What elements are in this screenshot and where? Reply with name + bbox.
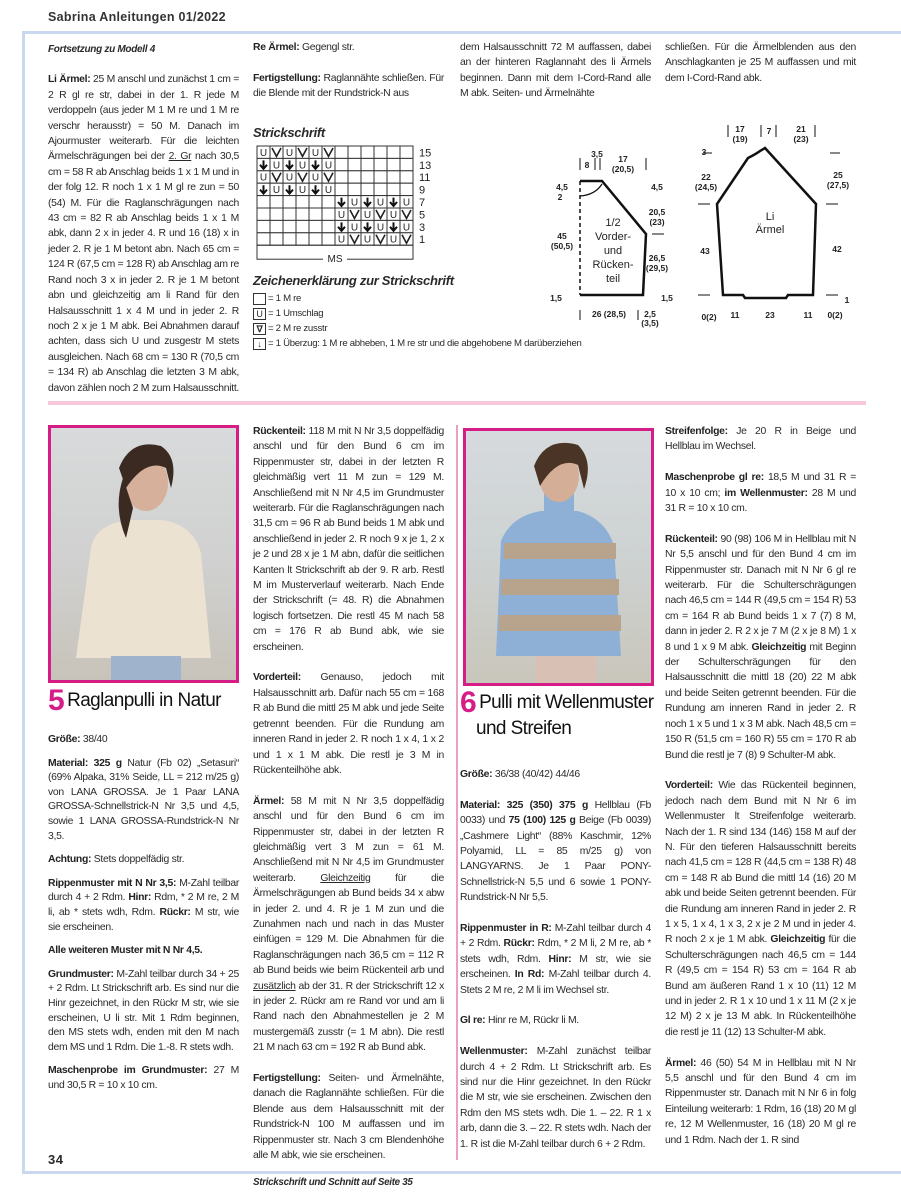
yarn-over-symbol: U [402,222,411,234]
text-run: Hinr re M, Rückr li M. [487,1015,579,1027]
chart-cell [387,146,400,158]
bold-label: Gl re: [460,1015,488,1027]
bold-label: Rippenmuster mit N Nr 3,5: [48,877,180,889]
yarn-over-symbol: U [402,197,411,209]
measurement-label: Ärmel [755,224,785,236]
chart-cell [335,158,348,170]
text-run: M-Zahl teilbar durch 4 + 2 Rdm. [460,923,651,950]
text-run: Seiten- und Ärmelnähte, danach die Raglannähte schließen. Für die Blende aus dem Halsausschnitt mit der Rundstrick-N 100 M auffassen und im Rippenmuster str. Nach 3 cm Blendenhöhe alle M abk, wie sie erscheinen. [253,1073,445,1162]
row-number: 11 [419,172,431,185]
top-column-3 [460,40,651,102]
paragraph [253,71,444,102]
bold-label: Fertigstellung: [253,1073,329,1085]
yarn-over-symbol: U [298,185,307,197]
chart-cell [296,220,309,232]
text-run: 58 M mit N Nr 3,5 doppelfädig anschl und für den Bund 6 cm im Rippenmuster str, dabei in der letzten R gleichmäßig vert 3 M zun = 61 M. Anschließend mit N Nr 4,5 im Grundmuster weiterarb. [253,795,444,884]
yarn-over-symbol: U [389,209,398,221]
body-pattern-diagram [540,148,680,333]
measurement-label: 45 [557,231,567,241]
chart-cell [296,208,309,220]
bold-label: Größe: [460,769,495,780]
chart-cell [322,196,335,208]
chart-cell [400,146,413,158]
chart-cell [361,183,374,195]
measurement-label: 4,5 [556,182,568,192]
measurement-label: Li [765,211,775,223]
measurement-label: (23) [793,134,809,144]
paragraph [460,798,651,906]
text-run: 118 M mit N Nr 3,5 doppelfädig anschl und für den Bund 6 cm im Rippenmuster str, dabei in der letzten R gleichmäßig vert 11 M zun = 129 M. Anschließend mit N Nr 4,5 im Grundmuster weiterarb. Für die Raglanschrägungen nach 31,5 cm = 96 R ab Bund beids 1 M abk und anschließend in jeder 2. R noch 9 x je 1, 2 x je 2 und 28 x je 1 M abn, dafür die seitlichen Kanten lt Strickschrift ab der 9. R arb. Restl M im Musterverlauf weiterarb. Nach Ende der Strickschrift (= 48. R) die Abnahmen logisch fortsetzen. Die restl 45 M nach 58 cm = 176 R ab Bund abk, wie sie erscheinen. [253,426,444,653]
bold-label: Gleichzeitig [770,934,826,946]
chart-cell [348,158,361,170]
yarn-over-symbol: U [324,160,333,172]
text-run: Raglannähte schließen. Für die Blende mit der Rundstrick-N aus [253,72,444,100]
bold-label: Vorderteil: [665,780,719,792]
measurement-label: (19) [732,134,748,144]
chart-cell [322,220,335,232]
chart-cell [322,208,335,220]
sleeve-outline [717,148,816,298]
row-number: 3 [419,221,426,234]
bold-label: Hinr: [128,892,155,904]
paragraph [48,944,239,959]
chart-cell [283,233,296,245]
model-divider [456,425,458,1160]
measurement-label: teil [605,273,621,285]
bold-label: In Rd: [514,969,549,981]
paragraph [253,670,444,778]
measurement-label: 43 [700,246,710,256]
chart-cell [374,183,387,195]
measurement-label: 4,5 [651,182,663,192]
yarn-over-symbol: U [337,234,346,246]
top-column-4 [665,40,856,86]
measurement-label: und [603,245,623,257]
chart-cell [348,171,361,183]
text-run: 38/40 [82,734,108,745]
paragraph [460,921,651,998]
text-run: M-Zahl teilbar durch 4 + 2 Rdm. [48,877,239,904]
instructions-text [460,40,651,102]
measurement-label: 11 [730,310,740,320]
text-run: zusätzlich [253,980,296,992]
yarn-over-symbol: U [259,172,268,184]
model-6-title [460,686,654,742]
text-run: Stets doppelfädig str. [93,854,185,866]
text-run: Natur (Fb 02) „Setasuri“ (69% Alpaka, 31% Seide, LL = 212 m/25 g) von LANA GROSSA. Je 1 Paar LANA GROSSA-Schnellstrick-N Nr 3,5 und 4,5, sowie 1 LANA GROSSA-Rundstrick-N Nr 3,5. [48,757,240,842]
text-run: ab der 31. R der Strickschrift 12 x in jeder 2. Rückr am re Rand vor und am li Rand nach den Abnahmestellen je 2 M mustergemäß zusstr (= 1 M abn). Die restl 21 M nach 63 cm = 192 R ab Bund abk. [253,980,444,1054]
instructions-text [665,424,856,1148]
text-run: schließen. Für die Ärmelblenden aus den Anschlagkanten je 25 M auffassen und mit dem I-Cord-Rand abk. [665,42,856,84]
text-run: M-Zahl teilbar durch 34 + 25 + 2 Rdm. Lt Strickschrift arb. Es sind nur die Hinr gezeichnet, in den Rückr M str, wie sie erscheinen, U li str. Mit 1 Rdm beginnen, den MS stets wdh, enden mit den M nach dem MS und 1 Rdm. Die 1.-8. R stets wdh. [48,968,240,1053]
bold-label: Ärmel: [253,795,291,807]
bold-label: im Wellenmuster: [724,487,812,499]
measurement-label: 1/2 [605,217,621,229]
yarn-over-symbol: U [350,197,359,209]
paragraph [665,424,856,455]
bold-label: Fertigstellung: [253,72,324,84]
measurement-label: 26,5 [648,253,666,263]
yarn-over-symbol: U [298,160,307,172]
text-run: Rdm, * 2 M li, 2 M re, ab * stets wdh, Rdm. [460,938,651,965]
legend-text: = 2 M re zusstr [268,323,328,334]
text-run: M str, wie sie erscheinen. [48,906,239,933]
paragraph [48,877,239,935]
legend-symbol-icon [253,293,266,305]
chart-cell [283,220,296,232]
chart-cell [309,220,322,232]
frame-border-bottom [22,1171,901,1174]
legend-item [253,336,582,351]
continuation-note: Fortsetzung zu Modell 4 [48,44,155,55]
legend-symbol-icon: ↓ [253,338,266,350]
measurement-label: (3,5) [641,318,659,328]
paragraph [48,757,239,845]
instructions-text [253,424,444,1163]
section-divider [48,401,866,405]
measurement-label: 7 [766,126,772,136]
chart-cell [335,146,348,158]
chart-cell [283,196,296,208]
chart-cell [361,158,374,170]
yarn-over-symbol: U [376,222,385,234]
text-run: mit Beginn der Schulterschrägungen für den Halsausschnitt die mittl 18 (20) 22 M abk und beide Seiten getrennt beenden. Für die Rundung am inneren Rand in jeder 2. R noch 1 x 5 und 1 x 3 M abk. Nach 48,5 cm = 150 R (51,5 cm = 160 R) 55 cm = 170 R ab Bund die restl je 7 (8) 9 Schulter-M abk. [665,641,856,761]
chart-cell [361,146,374,158]
text-run: Genauso, jedoch mit Halsausschnitt arb. Dafür nach 55 cm = 168 R ab Bund die mittl 25 M abk und jede Seite getrennt beenden. Für die Rundung am inneren Rand in jeder 2. R noch 1 x 4, 1 x 2 und 1 x 1 M abk. Die restl je 3 M in Rückenteilhöhe abk. [253,672,444,776]
bold-label: Maschenprobe gl re: [665,472,768,484]
measurement-label: 2 [557,192,563,202]
measurement-label: 23 [765,310,775,320]
model-number: 6 [460,686,477,719]
chart-cell [400,158,413,170]
paragraph [253,40,444,55]
title-text: Raglanpulli in Natur [67,690,221,711]
paragraph [253,794,444,1056]
chart-cell [374,146,387,158]
bold-label: Rückr: [159,906,195,918]
text-run: 18,5 M und 31 R = 10 x 10 cm; [665,472,856,499]
paragraph [48,853,239,868]
yarn-over-symbol: U [272,160,281,172]
text-run: Gleichzeitig [320,872,371,884]
sleeve-pattern-diagram [690,120,860,330]
knitting-chart [255,144,440,266]
instructions-text [48,733,239,1093]
measurement-label: 1 [844,295,850,305]
paragraph [460,1013,651,1028]
paragraph [253,424,444,655]
instructions-text [460,767,651,1152]
bold-label: Größe: [48,734,83,745]
chart-cell [400,183,413,195]
text-run: Rdm, * 2 M re, 2 M li, ab * stets wdh, Rdm. [48,892,239,918]
text-run: M-Zahl teilbar durch 4. Stets 2 M re, 2 M li im Wechsel str. [460,969,651,996]
chart-cell [322,233,335,245]
text-run: M str, wie sie erscheinen. [460,953,651,981]
legend-symbol-icon: ∇ [253,323,266,335]
yarn-over-symbol: U [337,209,346,221]
text-run: Gegengl str. [301,42,355,53]
measurement-label: (24,5) [694,182,718,192]
text-run: 36/38 (40/42) 44/46 [494,769,580,780]
chart-cell [387,171,400,183]
measurement-label: 8 [584,160,590,170]
bold-label: Grundmuster: [48,968,117,980]
legend-item [253,306,582,321]
paragraph [665,778,856,1040]
yarn-over-symbol: U [363,209,372,221]
chart-cell [361,171,374,183]
chart-cell [335,183,348,195]
measurement-label: Vorder- [594,231,632,243]
measurement-label: 21 [796,124,806,134]
bold-label: Rückr: [503,938,538,950]
row-number: 5 [419,209,426,222]
bold-label: Maschenprobe im Grundmuster: [48,1065,214,1077]
chart-cell [257,220,270,232]
title-text-line-1: Pulli mit Wellenmuster [479,692,654,713]
top-column-2 [253,40,444,102]
legend-item [253,321,582,336]
measurement-label: Rücken- [592,259,634,271]
text-run: für die Schulterschrägungen nach 46,5 cm = 144 R (49,5 cm = 154 R) 53 cm = 164 R ab Bund am äußeren Rand 1 x 10 (11) 12 M und in jeder 2. R 1 x 10 und 1 x 11 M (2 x je 12 M) 2 x je 13 M abk. In Rückenteilhöhe die restl je 11 (12) 13 Schulter-M abk. [665,934,856,1038]
text-run: 25 M anschl und zunächst 1 cm = 2 R gl re str, dabei in der 1. R jede M verdoppeln (aus jeder M 1 M re und 1 M re verschr herausstr) = 50 M. Danach im Ajourmuster weiterarb. Für die leichten Ärmelschrägungen bei der [48,74,240,163]
instructions-text [253,40,444,102]
bold-label: Hinr: [548,953,580,965]
chart-title: Strickschrift [253,125,325,140]
legend-title: Zeichenerklärung zur Strickschrift [253,273,454,288]
legend-item [253,291,582,306]
chart-cell [270,233,283,245]
paragraph [665,532,856,763]
repeat-label: MS [327,254,343,266]
bold-label: Alle weiteren Muster mit N Nr 4,5. [48,945,203,957]
measurement-label: 26 (28,5) [591,309,627,319]
paragraph [665,1056,856,1148]
text-run: 2. Gr [168,151,192,163]
chart-cell [257,233,270,245]
bold-label: 75 (100) 125 g [508,815,580,827]
chart-cell [335,171,348,183]
measurement-label: (29,5) [645,263,669,273]
paragraph [253,1071,444,1163]
measurement-label: 0(2) [827,310,843,320]
measurement-label: 11 [803,310,813,320]
legend-symbol-icon: U [253,308,266,320]
measurement-label: 25 [833,170,843,180]
yarn-over-symbol: U [376,197,385,209]
paragraph [48,968,239,1056]
text-run: dem Halsausschnitt 72 M auffassen, dabei an der hinteren Raglannaht des li Ärmels beginnen. Dann mit dem I-Cord-Rand alle M abk. Seiten- und Ärmelnähte [460,42,651,100]
yarn-over-symbol: U [389,234,398,246]
yarn-over-symbol: U [311,147,320,159]
measurement-label: 3,5 [591,149,603,159]
title-text-line-2: und Streifen [476,718,572,739]
bold-label: Material: 325 (350) 375 g [460,799,595,811]
text-run: Hellblau (Fb 0033) und [460,799,652,827]
measurement-label: 17 [735,124,745,134]
bold-label: Ärmel: [665,1057,701,1069]
text-run: M-Zahl zunächst teilbar durch 4 + 2 Rdm. Lt Strickschrift arb. Es sind nur die Hinr gezeichnet. In den Rückr die M str, wie sie erscheinen. Zwischen den Rdm den MS stets wdh. Die 1. – 22. R 1 x arb, dann die 3. – 22. R stets wdh. Nach der 1. R ist die M-Zahl teilbar durch 6 + 2 Rdm. [460,1046,652,1150]
yarn-over-symbol: U [259,147,268,159]
chart-cell [374,158,387,170]
frame-border-top [22,31,901,34]
chart-legend [253,291,582,351]
chart-cell [348,183,361,195]
measurement-label: 42 [832,244,842,254]
chart-cell [387,183,400,195]
paragraph [460,40,651,102]
chart-cell [270,220,283,232]
paragraph [665,470,856,516]
chart-cell [387,158,400,170]
bold-label: Rippenmuster in R: [460,923,555,935]
measurement-label: 20,5 [648,207,666,217]
chart-reference-note: Strickschrift und Schnitt auf Seite 35 [253,1177,413,1189]
bold-label: Vorderteil: [253,672,321,684]
yarn-over-symbol: U [324,185,333,197]
bold-label: Streifenfolge: [665,426,737,437]
model-6-column-3 [460,767,651,1152]
row-number: 15 [419,147,432,160]
chart-cell [283,208,296,220]
measurement-label: 17 [618,154,628,164]
row-number: 7 [419,197,426,209]
bold-label: Material: 325 g [48,757,128,769]
chart-cell [309,196,322,208]
yarn-over-symbol: U [285,147,294,159]
text-run: Wie das Rückenteil beginnen, jedoch nach dem Bund mit N Nr 6 im Wellenmuster lt Streifenfolge weiterarb. Nach der 1. R sind 134 (146) 158 M auf der N. Für den tieferen Halsausschnitt bereits nach 41,5 cm = 128 R (44,5 cm = 138 R) 48 cm = 148 R ab Bund die mittl 14 (16) 20 M abk und beide Seiten getrennt beenden. Für die Rundung am inneren Rand in jeder 2. R 1 x 5, 1 x 4, 1 x 3, 2 x je 2 M und in jeder 4. R noch 2 x je 1 M abk. [665,780,856,946]
bold-label: Rückenteil: [665,533,721,545]
bold-label: Wellenmuster: [460,1046,537,1058]
paragraph [48,733,239,748]
chart-cell [257,196,270,208]
measurement-label: 1,5 [661,293,673,303]
paragraph [460,1044,651,1152]
model-5-title [48,684,221,717]
bold-label: Gleichzeitig [751,641,807,653]
paragraph [665,40,856,86]
chart-cell [296,196,309,208]
legend-text: = 1 M re [268,293,302,304]
text-run: Je 20 R in Beige und Hellblau im Wechsel. [665,426,856,453]
measurement-label: (20,5) [611,164,635,174]
row-number: 9 [419,184,426,197]
top-column-1 [48,42,239,396]
model-number: 5 [48,684,65,717]
model-6-photo [463,428,654,686]
chart-cell [400,171,413,183]
bold-label: Li Ärmel: [48,74,93,86]
bold-label: Achtung: [48,854,94,866]
instructions-text [48,72,239,396]
yarn-over-symbol: U [285,172,294,184]
legend-text: = 1 Umschlag [268,308,324,319]
model-5-column-2 [253,424,444,1191]
row-number: 13 [419,159,432,172]
instructions-text [665,40,856,86]
chart-cell [270,208,283,220]
paragraph [48,72,239,396]
yarn-over-symbol: U [350,222,359,234]
yarn-over-symbol: U [272,185,281,197]
model-6-column-4 [665,424,856,1148]
model-5-column-1 [48,733,239,1093]
text-run: 27 M und 30,5 R = 10 x 10 cm. [48,1065,239,1091]
text-run: 28 M und 31 R = 10 x 10 cm. [665,487,856,515]
measurement-label: 3 [701,147,707,157]
chart-cell [348,146,361,158]
chart-cell [270,196,283,208]
chart-cell [309,208,322,220]
measurement-label: (23) [649,217,665,227]
text-run: Beige (Fb 0039) „Cashmere Light“ (88% Kaschmir, 12% Polyamid, LL = 85 m/25 g) von LANGYARNS. Je 1 Paar PONY-Schnellstrick-N 5,5 und 6 sowie 1 PONY-Rundstrick-N Nr 5,5. [460,815,651,904]
text-run: nach 30,5 cm = 58 R ab Anschlag beids 1 x 1 M und in der folg 12. R noch 1 x 1 M gl re zun = 50 (54) M. Für die Raglanschrägungen nach 43 cm = 82 R ab Anschlag beids 1 x 1 M abk, dann 2 x in jeder 4. R und 16 (18) x in jeder 2. R je 1 M betont abn. Nach 65 cm = 124 R (67,5 cm = 128 R) ab Anschlag am re Rand noch 3 x in jeder 2. R je 1 M betont abn und gleichzeitig am li Rand für den Halsausschnitt 1 x 4 M und in jeder 2. R noch 2 x je 1 M abk. Bei Abnahmen darauf achten, dass sich U und zusgestr M stets ausgleichen. Nach 68 cm = 130 R (70,5 cm = 134 R) ab Anschlag die letzten 3 M abk, davon zählen noch 2 M zum Halsausschnitt. [48,151,240,394]
paragraph [460,767,651,782]
measurement-label: 2,5 [644,309,656,319]
chart-cell [374,171,387,183]
text-run: für die Ärmelschrägungen ab Bund beids 34 x abw in jeder 2. und 4. R je 1 M zun und die Zunahmen nach und nach in das Muster einfügen = 129 M. Die Abnahmen für die Raglanschrägungen nach 36,5 cm = 112 R ab Bund beids wie beim Rückenteil arb und [253,872,444,977]
bold-label: Rückenteil: [253,426,309,437]
text-run: 90 (98) 106 M in Hellblau mit N Nr 5,5 anschl und für den Bund 4 cm im Rippenmuster str. Danach mit N Nr 6 gl re weiterarb. Für die Schulterschrägungen nach 46,5 cm = 144 R (49,5 cm = 154 R) 53 cm = 164 R ab Bund beids 1 x 7 (7) 8 M, dann in jeder 2. R 2 x je 7 M (2 x je 8 M) 1 x 8 und 1 x 9 M abk. [665,533,857,653]
yarn-over-symbol: U [363,234,372,246]
chart-cell [296,233,309,245]
measurement-label: (27,5) [826,180,850,190]
paragraph [48,1064,239,1093]
neck-curve [580,184,602,196]
bold-label: Re Ärmel: [253,42,302,53]
model-5-photo [48,425,239,683]
page-number: 34 [48,1152,64,1167]
magazine-header: Sabrina Anleitungen 01/2022 [48,10,226,24]
chart-cell [257,208,270,220]
measurement-label: 0(2) [701,312,717,322]
chart-cell [309,233,322,245]
measurement-label: (50,5) [550,241,574,251]
row-number: 1 [419,234,426,247]
legend-text: = 1 Überzug: 1 M re abheben, 1 M re str und die abgehobene M darüberziehen [268,338,582,349]
frame-border-left [22,31,25,1174]
measurement-label: 22 [701,172,711,182]
measurement-label: 1,5 [550,293,562,303]
yarn-over-symbol: U [311,172,320,184]
text-run: 46 (50) 54 M in Hellblau mit N Nr 5,5 anschl und für den Bund 4 cm im Rippenmuster str. Danach mit N Nr 6 in folg Einteilung weiterarb: 1 Rdm, 16 (18) 20 M gl re, 12 M Wellenmuster, 16 (18) 20 M gl re und 1 Rdm. Nach der 1. R sind [665,1057,856,1146]
